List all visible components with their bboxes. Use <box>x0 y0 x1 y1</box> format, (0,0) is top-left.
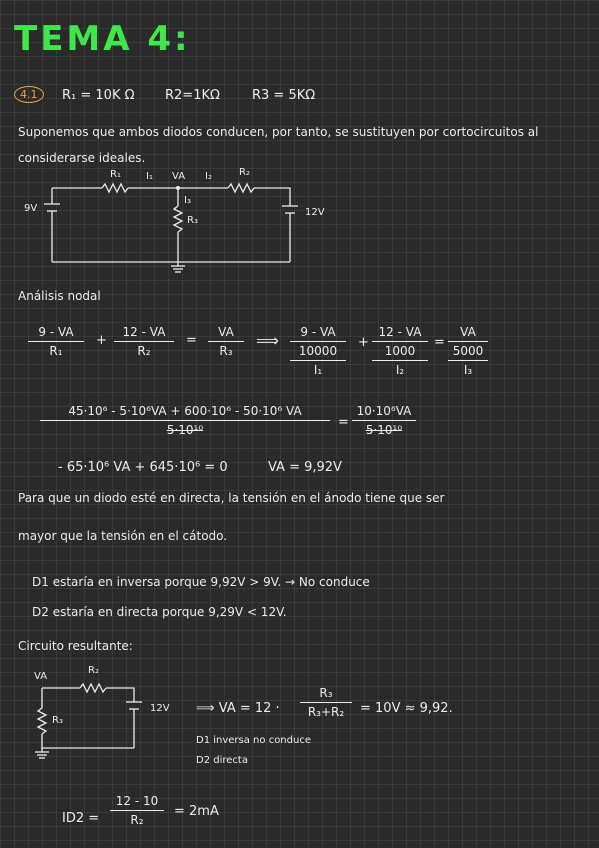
explanation-line-1: Para que un diodo esté en directa, la tensión en el ánodo tiene que ser <box>18 491 445 505</box>
va-formula-lhs: ⟹ VA = 12 · <box>196 701 280 716</box>
circuit1-r1-label: R₁ <box>110 169 121 180</box>
substituted-term-3: VA 5000 I₃ <box>448 325 488 377</box>
circuit2-va-label: VA <box>34 671 48 682</box>
right-fraction: $\frac{\text{10·10⁶VA}}{\text{5·10¹⁰}}$ <box>352 404 416 437</box>
equals-sign-1: = <box>186 333 197 348</box>
resulting-heading: Circuito resultante: <box>18 639 133 653</box>
nodal-heading: Análisis nodal <box>18 289 101 303</box>
problem-number-badge: 4.1 <box>14 86 44 103</box>
plus-sign-1: + <box>96 333 107 348</box>
page-title: TEMA 4: <box>14 19 191 59</box>
circuit2-r2-label: R₂ <box>88 665 99 676</box>
d1-status: D1 estaría en inversa porque 9,92V > 9V. → No conduce <box>32 575 370 589</box>
id2-result: = 2mA <box>174 804 219 819</box>
circuit2-r3-label: R₃ <box>52 715 63 726</box>
term-2-fraction: $\frac{12 - VA}{\text{R₂}}$ <box>114 325 174 358</box>
circuit1-i1-label: I₁ <box>146 171 153 182</box>
d1-note: D1 inversa no conduce <box>196 735 311 746</box>
r1-value: R₁ = 10K Ω <box>62 88 135 103</box>
id2-fraction: $\frac{12 - 10}{\text{R₂}}$ <box>110 794 164 827</box>
circuit1-i3-label: I₃ <box>184 195 191 206</box>
plus-sign-2: + <box>358 335 369 350</box>
id2-lhs: ID2 = <box>62 811 100 826</box>
divider-fraction: $\frac{\text{R₃}}{\text{R₃+R₂}}$ <box>300 686 352 719</box>
result-equation: - 65·10⁶ VA + 645·10⁶ = 0 <box>58 460 228 475</box>
substituted-term-2: 12 - VA 1000 I₂ <box>372 325 428 377</box>
explanation-line-2: mayor que la tensión en el cátodo. <box>18 529 228 543</box>
term-1-fraction: $\frac{9 - VA}{\text{R₁}}$ <box>28 325 84 358</box>
circuit2-source-12v: 12V <box>150 703 170 714</box>
result-va: VA = 9,92V <box>268 460 342 475</box>
circuit1-source-9v: 9V <box>24 203 38 214</box>
d2-status: D2 estaría en directa porque 9,29V < 12V. <box>32 605 287 619</box>
va-formula-rhs: = 10V ≈ 9,92. <box>360 701 453 716</box>
circuit1-r2-label: R₂ <box>239 167 250 178</box>
intro-line-2: considerarse ideales. <box>18 151 146 165</box>
equals-sign-2: = <box>434 335 445 350</box>
circuit1-source-12v: 12V <box>305 207 325 218</box>
circuit1-r3-label: R₃ <box>187 215 198 226</box>
equals-sign-3: = <box>338 415 349 430</box>
implies-arrow: ⟹ <box>256 331 279 350</box>
combined-fraction: $\frac{\text{45·10⁶ - 5·10⁶VA + 600·10⁶ - 50·10⁶ VA}}{\text{5·10¹⁰}}$ <box>40 404 330 437</box>
r2-value: R2=1KΩ <box>165 88 220 103</box>
circuit1-i2-label: I₂ <box>205 171 212 182</box>
circuit1-va-label: VA <box>172 171 186 182</box>
term-3-fraction: $\frac{VA}{\text{R₃}}$ <box>208 325 244 358</box>
substituted-term-1: 9 - VA 10000 I₁ <box>290 325 346 377</box>
r3-value: R3 = 5KΩ <box>252 88 316 103</box>
d2-note: D2 directa <box>196 755 248 766</box>
intro-line-1: Suponemos que ambos diodos conducen, por tanto, se sustituyen por cortocircuitos al <box>18 125 539 139</box>
